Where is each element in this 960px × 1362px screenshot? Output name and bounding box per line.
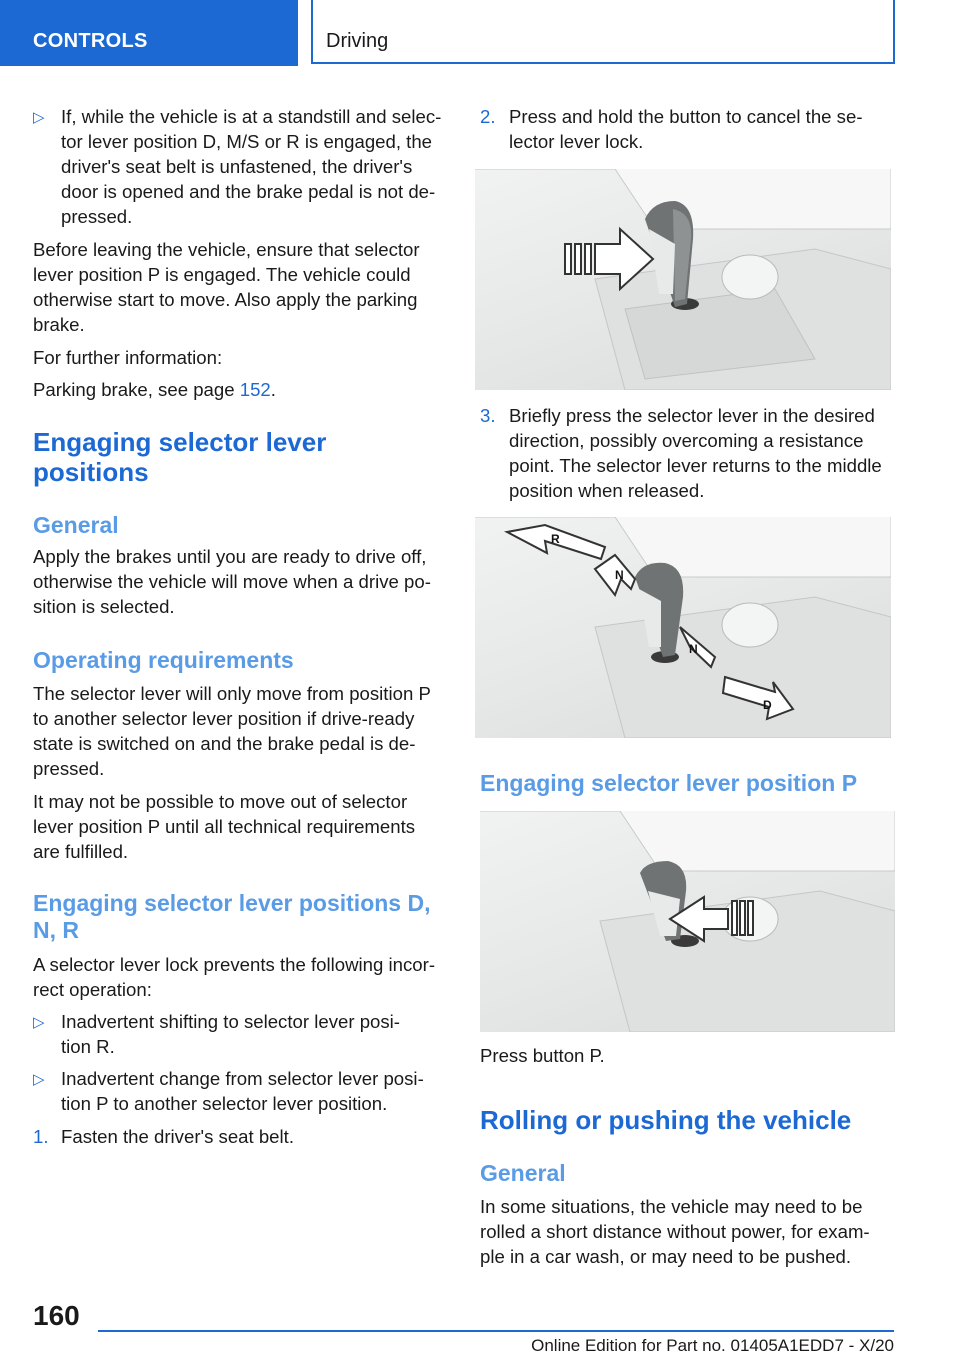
- text-line: lever position P until all technical requirements: [33, 816, 416, 837]
- text-line: point. The selector lever returns to the middle: [509, 455, 882, 476]
- cross-reference-end: .: [270, 379, 276, 400]
- text-line: lever position P is engaged. The vehicle could: [33, 264, 411, 285]
- page-link[interactable]: 152: [239, 379, 271, 400]
- selector-lever-illustration: [480, 811, 895, 1032]
- step-number: 3.: [480, 405, 496, 426]
- paragraph: For further information:: [33, 347, 223, 368]
- text-line: Press and hold the button to cancel the se-: [509, 106, 863, 127]
- text-line: position when released.: [509, 480, 705, 501]
- text-line: rolled a short distance without power, for exam-: [480, 1221, 870, 1242]
- step-text: Fasten the driver's seat belt.: [61, 1126, 294, 1147]
- fig-label-n-lower: N: [689, 642, 698, 656]
- arrow-up-n-icon: [595, 555, 635, 595]
- subheading-operating: Operating requirements: [33, 647, 294, 673]
- figure-press-p: [480, 811, 895, 1032]
- page-number: 160: [33, 1300, 80, 1331]
- step-number: 1.: [33, 1126, 49, 1147]
- subheading-dnr: Engaging selector lever positions D,: [33, 890, 431, 916]
- subheading-general: General: [480, 1160, 566, 1186]
- text-line: tor lever position D, M/S or R is engaged, the: [61, 131, 433, 152]
- text-line: pressed.: [33, 758, 105, 779]
- text-line: The selector lever will only move from position P: [33, 683, 431, 704]
- text-line: pressed.: [61, 206, 133, 227]
- header-chapter-tab: [311, 0, 895, 64]
- text-line: Before leaving the vehicle, ensure that selector: [33, 239, 420, 260]
- figure-lever-directions: [475, 517, 891, 738]
- subheading-general: General: [33, 512, 119, 538]
- figure-unlock-button: [475, 169, 891, 390]
- section-heading: Engaging selector lever: [33, 427, 327, 457]
- cross-reference: [33, 377, 276, 402]
- fig-label-r: R: [551, 532, 560, 546]
- text-line: driver's seat belt is unfastened, the driver's: [61, 156, 413, 177]
- header-section-tab: [0, 0, 298, 66]
- text-line: ple in a car wash, or may need to be pushed.: [480, 1246, 852, 1267]
- text-line: tion R.: [61, 1036, 115, 1057]
- subheading-position-p: Engaging selector lever position P: [480, 770, 858, 796]
- text-line: are fulfilled.: [33, 841, 129, 862]
- text-line: If, while the vehicle is at a standstill and selec-: [61, 106, 442, 127]
- text-line: to another selector lever position if drive-ready: [33, 708, 415, 729]
- text-line: rect operation:: [33, 979, 152, 1000]
- footer-divider: [98, 1330, 894, 1332]
- section-heading: positions: [33, 457, 149, 487]
- text-line: Briefly press the selector lever in the desired: [509, 405, 875, 426]
- header-chapter-label: Driving: [326, 30, 389, 52]
- selector-lever-illustration: [475, 169, 891, 390]
- arrow-up-r-icon: [507, 525, 605, 559]
- bullet-icon: ▷: [33, 109, 45, 126]
- text-line: lector lever lock.: [509, 131, 644, 152]
- text-line: brake.: [33, 314, 85, 335]
- text-line: direction, possibly overcoming a resistance: [509, 430, 864, 451]
- text-line: In some situations, the vehicle may need to be: [480, 1196, 863, 1217]
- figure-caption: Press button P.: [480, 1045, 605, 1066]
- text-line: Inadvertent shifting to selector lever posi-: [61, 1011, 400, 1032]
- text-line: door is opened and the brake pedal is not de-: [61, 181, 436, 202]
- bullet-icon: ▷: [33, 1071, 45, 1088]
- text-line: tion P to another selector lever position.: [61, 1093, 388, 1114]
- text-line: otherwise the vehicle will move when a drive po-: [33, 571, 431, 592]
- section-heading: Rolling or pushing the vehicle: [480, 1105, 852, 1135]
- fig-label-n-upper: N: [615, 568, 624, 582]
- text-line: It may not be possible to move out of selector: [33, 791, 408, 812]
- step-number: 2.: [480, 106, 496, 127]
- selector-lever-illustration: [475, 517, 891, 738]
- cross-reference-text: Parking brake, see page: [33, 379, 240, 400]
- text-line: sition is selected.: [33, 596, 175, 617]
- text-line: A selector lever lock prevents the following incor-: [33, 954, 436, 975]
- text-line: Apply the brakes until you are ready to drive off,: [33, 546, 427, 567]
- text-line: state is switched on and the brake pedal is de-: [33, 733, 416, 754]
- footer-edition: Online Edition for Part no. 01405A1EDD7 - X/20: [531, 1336, 894, 1355]
- text-line: Inadvertent change from selector lever posi-: [61, 1068, 424, 1089]
- bullet-icon: ▷: [33, 1014, 45, 1031]
- subheading-dnr: N, R: [33, 917, 79, 943]
- header-section-label: CONTROLS: [33, 30, 148, 52]
- text-line: otherwise start to move. Also apply the parking: [33, 289, 418, 310]
- fig-label-d: D: [763, 698, 772, 712]
